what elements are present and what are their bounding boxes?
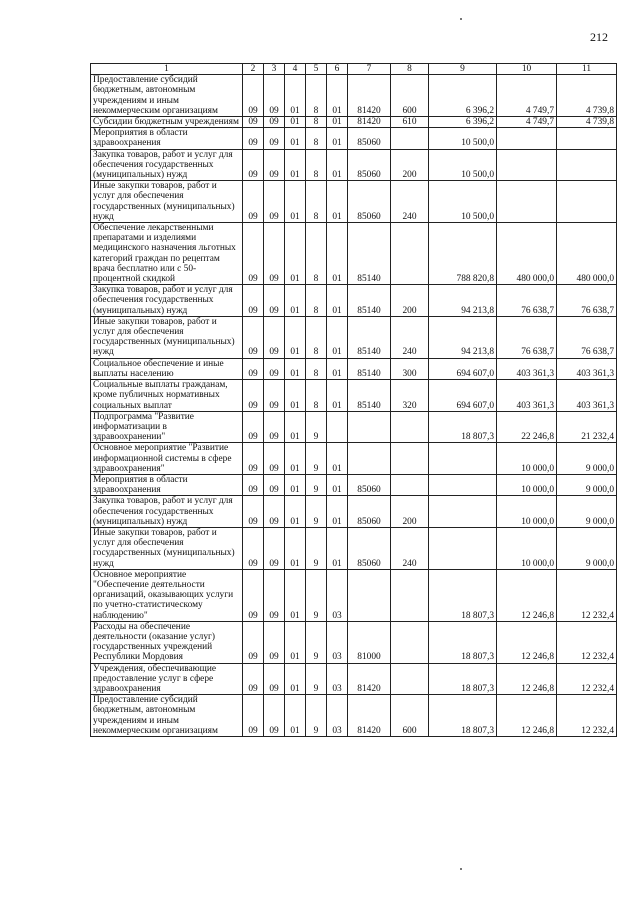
table-row — [91, 496, 617, 528]
measure-code-cell — [327, 411, 348, 443]
subsection-code-cell: 09 — [264, 695, 285, 737]
amount-year-2-cell: 12 246,8 — [497, 695, 557, 737]
subsection-code-cell: 09 — [264, 316, 285, 358]
subprogram-code-cell: 8 — [306, 316, 327, 358]
program-code-cell: 01 — [285, 380, 306, 412]
table-row — [91, 117, 617, 128]
measure-code-cell: 01 — [327, 117, 348, 128]
direction-code-cell: 81420 — [348, 117, 391, 128]
subprogram-code-cell: 8 — [306, 380, 327, 412]
measure-code-cell: 03 — [327, 621, 348, 663]
item-name-cell: Субсидии бюджетным учреждениям — [91, 117, 243, 128]
amount-year-3-cell: 76 638,7 — [557, 285, 617, 317]
amount-year-1-cell — [429, 443, 497, 475]
program-code-cell: 01 — [285, 128, 306, 149]
page-number: 212 — [590, 30, 608, 44]
amount-year-1-cell: 94 213,8 — [429, 285, 497, 317]
direction-code-cell — [348, 443, 391, 475]
subprogram-code-cell: 9 — [306, 569, 327, 621]
subprogram-code-cell: 8 — [306, 117, 327, 128]
section-code-cell: 09 — [243, 474, 264, 495]
subprogram-code-cell: 8 — [306, 128, 327, 149]
amount-year-3-cell: 12 232,4 — [557, 621, 617, 663]
subsection-code-cell: 09 — [264, 380, 285, 412]
item-name-cell: Социальное обеспечение и иные выплаты населению — [91, 358, 243, 379]
amount-year-3-cell — [557, 149, 617, 181]
budget-table — [90, 63, 617, 737]
subsection-code-cell: 09 — [264, 527, 285, 569]
amount-year-2-cell: 10 000,0 — [497, 474, 557, 495]
table-row — [91, 443, 617, 475]
amount-year-2-cell: 4 749,7 — [497, 75, 557, 117]
item-name-cell: Основное мероприятие "Обеспечение деятельности организаций, оказывающих услуги по учетно-статистическому наблюдению" — [91, 569, 243, 621]
column-header: 10 — [497, 64, 557, 75]
subsection-code-cell: 09 — [264, 181, 285, 223]
expense-type-cell — [391, 411, 429, 443]
column-header: 1 — [91, 64, 243, 75]
program-code-cell: 01 — [285, 621, 306, 663]
direction-code-cell: 81000 — [348, 621, 391, 663]
direction-code-cell: 85060 — [348, 149, 391, 181]
measure-code-cell: 01 — [327, 285, 348, 317]
table-row — [91, 621, 617, 663]
amount-year-3-cell — [557, 128, 617, 149]
amount-year-2-cell: 480 000,0 — [497, 223, 557, 285]
scan-speck — [460, 868, 462, 870]
direction-code-cell: 85060 — [348, 527, 391, 569]
expense-type-cell: 300 — [391, 358, 429, 379]
subprogram-code-cell: 9 — [306, 411, 327, 443]
expense-type-cell: 600 — [391, 75, 429, 117]
section-code-cell: 09 — [243, 117, 264, 128]
direction-code-cell: 81420 — [348, 695, 391, 737]
program-code-cell: 01 — [285, 149, 306, 181]
direction-code-cell: 85140 — [348, 380, 391, 412]
section-code-cell: 09 — [243, 149, 264, 181]
column-header: 4 — [285, 64, 306, 75]
subsection-code-cell: 09 — [264, 149, 285, 181]
amount-year-1-cell: 94 213,8 — [429, 316, 497, 358]
table-row — [91, 663, 617, 695]
measure-code-cell: 03 — [327, 663, 348, 695]
amount-year-1-cell: 18 807,3 — [429, 663, 497, 695]
direction-code-cell — [348, 411, 391, 443]
measure-code-cell: 01 — [327, 380, 348, 412]
amount-year-2-cell: 4 749,7 — [497, 117, 557, 128]
expense-type-cell: 200 — [391, 496, 429, 528]
subsection-code-cell: 09 — [264, 411, 285, 443]
amount-year-1-cell: 10 500,0 — [429, 149, 497, 181]
item-name-cell: Иные закупки товаров, работ и услуг для обеспечения государственных (муниципальных) нужд — [91, 527, 243, 569]
expense-type-cell — [391, 621, 429, 663]
amount-year-1-cell: 18 807,3 — [429, 411, 497, 443]
direction-code-cell: 85060 — [348, 474, 391, 495]
amount-year-1-cell: 10 500,0 — [429, 181, 497, 223]
program-code-cell: 01 — [285, 569, 306, 621]
scan-speck — [460, 18, 462, 20]
amount-year-1-cell: 18 807,3 — [429, 621, 497, 663]
expense-type-cell — [391, 128, 429, 149]
measure-code-cell: 01 — [327, 474, 348, 495]
subsection-code-cell: 09 — [264, 663, 285, 695]
program-code-cell: 01 — [285, 117, 306, 128]
expense-type-cell: 240 — [391, 316, 429, 358]
amount-year-1-cell — [429, 496, 497, 528]
program-code-cell: 01 — [285, 223, 306, 285]
amount-year-2-cell: 403 361,3 — [497, 380, 557, 412]
subprogram-code-cell: 8 — [306, 181, 327, 223]
direction-code-cell: 85060 — [348, 181, 391, 223]
expense-type-cell — [391, 223, 429, 285]
measure-code-cell: 01 — [327, 181, 348, 223]
item-name-cell: Подпрограмма "Развитие информатизации в здравоохранении" — [91, 411, 243, 443]
section-code-cell: 09 — [243, 569, 264, 621]
table-row — [91, 316, 617, 358]
item-name-cell: Иные закупки товаров, работ и услуг для обеспечения государственных (муниципальных) нужд — [91, 181, 243, 223]
table-body — [91, 75, 617, 737]
amount-year-1-cell: 10 500,0 — [429, 128, 497, 149]
amount-year-2-cell: 10 000,0 — [497, 496, 557, 528]
section-code-cell: 09 — [243, 411, 264, 443]
amount-year-2-cell: 12 246,8 — [497, 663, 557, 695]
amount-year-2-cell: 12 246,8 — [497, 569, 557, 621]
measure-code-cell: 01 — [327, 316, 348, 358]
expense-type-cell: 200 — [391, 285, 429, 317]
table-row — [91, 695, 617, 737]
amount-year-3-cell: 9 000,0 — [557, 496, 617, 528]
item-name-cell: Мероприятия в области здравоохранения — [91, 474, 243, 495]
expense-type-cell — [391, 569, 429, 621]
section-code-cell: 09 — [243, 443, 264, 475]
section-code-cell: 09 — [243, 621, 264, 663]
amount-year-1-cell: 18 807,3 — [429, 695, 497, 737]
subprogram-code-cell: 9 — [306, 527, 327, 569]
amount-year-2-cell — [497, 181, 557, 223]
amount-year-3-cell: 9 000,0 — [557, 527, 617, 569]
subsection-code-cell: 09 — [264, 474, 285, 495]
measure-code-cell: 01 — [327, 149, 348, 181]
subprogram-code-cell: 9 — [306, 474, 327, 495]
measure-code-cell: 01 — [327, 527, 348, 569]
program-code-cell: 01 — [285, 695, 306, 737]
program-code-cell: 01 — [285, 181, 306, 223]
expense-type-cell: 610 — [391, 117, 429, 128]
direction-code-cell: 85140 — [348, 223, 391, 285]
amount-year-2-cell: 12 246,8 — [497, 621, 557, 663]
direction-code-cell: 85140 — [348, 285, 391, 317]
section-code-cell: 09 — [243, 181, 264, 223]
table-row — [91, 411, 617, 443]
item-name-cell: Предоставление субсидий бюджетным, автономным учреждениям и иным некоммерческим организациям — [91, 75, 243, 117]
measure-code-cell: 03 — [327, 695, 348, 737]
amount-year-3-cell: 403 361,3 — [557, 380, 617, 412]
expense-type-cell — [391, 663, 429, 695]
amount-year-2-cell: 76 638,7 — [497, 285, 557, 317]
measure-code-cell: 01 — [327, 443, 348, 475]
program-code-cell: 01 — [285, 285, 306, 317]
measure-code-cell: 01 — [327, 496, 348, 528]
column-header: 3 — [264, 64, 285, 75]
item-name-cell: Закупка товаров, работ и услуг для обеспечения государственных (муниципальных) нужд — [91, 285, 243, 317]
section-code-cell: 09 — [243, 75, 264, 117]
amount-year-3-cell: 76 638,7 — [557, 316, 617, 358]
subsection-code-cell: 09 — [264, 569, 285, 621]
amount-year-1-cell: 6 396,2 — [429, 117, 497, 128]
subsection-code-cell: 09 — [264, 358, 285, 379]
direction-code-cell: 85140 — [348, 316, 391, 358]
table-row — [91, 149, 617, 181]
amount-year-3-cell: 403 361,3 — [557, 358, 617, 379]
section-code-cell: 09 — [243, 695, 264, 737]
program-code-cell: 01 — [285, 474, 306, 495]
column-header: 7 — [348, 64, 391, 75]
section-code-cell: 09 — [243, 316, 264, 358]
table-row — [91, 569, 617, 621]
subprogram-code-cell: 9 — [306, 443, 327, 475]
amount-year-2-cell — [497, 128, 557, 149]
column-header: 5 — [306, 64, 327, 75]
program-code-cell: 01 — [285, 663, 306, 695]
item-name-cell: Обеспечение лекарственными препаратами и изделиями медицинского назначения льготных категорий граждан по рецептам врача бесплатно или с 50-процентной скидкой — [91, 223, 243, 285]
subprogram-code-cell: 8 — [306, 285, 327, 317]
subsection-code-cell: 09 — [264, 223, 285, 285]
section-code-cell: 09 — [243, 527, 264, 569]
amount-year-2-cell: 10 000,0 — [497, 443, 557, 475]
subsection-code-cell: 09 — [264, 128, 285, 149]
table-row — [91, 223, 617, 285]
subsection-code-cell: 09 — [264, 75, 285, 117]
subprogram-code-cell: 9 — [306, 695, 327, 737]
subprogram-code-cell: 9 — [306, 663, 327, 695]
measure-code-cell: 01 — [327, 75, 348, 117]
item-name-cell: Закупка товаров, работ и услуг для обеспечения государственных (муниципальных) нужд — [91, 496, 243, 528]
subsection-code-cell: 09 — [264, 285, 285, 317]
direction-code-cell: 81420 — [348, 75, 391, 117]
measure-code-cell: 03 — [327, 569, 348, 621]
table-row — [91, 75, 617, 117]
amount-year-1-cell: 694 607,0 — [429, 358, 497, 379]
item-name-cell: Иные закупки товаров, работ и услуг для обеспечения государственных (муниципальных) нужд — [91, 316, 243, 358]
column-header: 9 — [429, 64, 497, 75]
section-code-cell: 09 — [243, 358, 264, 379]
amount-year-2-cell — [497, 149, 557, 181]
table-row — [91, 527, 617, 569]
expense-type-cell: 320 — [391, 380, 429, 412]
column-header: 6 — [327, 64, 348, 75]
program-code-cell: 01 — [285, 411, 306, 443]
section-code-cell: 09 — [243, 128, 264, 149]
expense-type-cell: 240 — [391, 181, 429, 223]
amount-year-3-cell: 9 000,0 — [557, 474, 617, 495]
item-name-cell: Расходы на обеспечение деятельности (оказание услуг) государственных учреждений Республики Мордовия — [91, 621, 243, 663]
expense-type-cell — [391, 443, 429, 475]
amount-year-2-cell: 22 246,8 — [497, 411, 557, 443]
expense-type-cell — [391, 474, 429, 495]
expense-type-cell: 200 — [391, 149, 429, 181]
section-code-cell: 09 — [243, 496, 264, 528]
subprogram-code-cell: 9 — [306, 496, 327, 528]
item-name-cell: Учреждения, обеспечивающие предоставление услуг в сфере здравоохранения — [91, 663, 243, 695]
amount-year-1-cell: 694 607,0 — [429, 380, 497, 412]
section-code-cell: 09 — [243, 663, 264, 695]
subprogram-code-cell: 8 — [306, 75, 327, 117]
amount-year-3-cell: 12 232,4 — [557, 695, 617, 737]
measure-code-cell: 01 — [327, 128, 348, 149]
subprogram-code-cell: 8 — [306, 223, 327, 285]
table-row — [91, 380, 617, 412]
amount-year-2-cell: 10 000,0 — [497, 527, 557, 569]
amount-year-3-cell: 12 232,4 — [557, 569, 617, 621]
program-code-cell: 01 — [285, 527, 306, 569]
subsection-code-cell: 09 — [264, 117, 285, 128]
item-name-cell: Предоставление субсидий бюджетным, автономным учреждениям и иным некоммерческим организациям — [91, 695, 243, 737]
direction-code-cell: 85060 — [348, 128, 391, 149]
table-row — [91, 358, 617, 379]
measure-code-cell: 01 — [327, 358, 348, 379]
amount-year-1-cell — [429, 527, 497, 569]
table-row — [91, 128, 617, 149]
amount-year-3-cell: 12 232,4 — [557, 663, 617, 695]
expense-type-cell: 240 — [391, 527, 429, 569]
table-row — [91, 474, 617, 495]
program-code-cell: 01 — [285, 316, 306, 358]
direction-code-cell: 81420 — [348, 663, 391, 695]
item-name-cell: Закупка товаров, работ и услуг для обеспечения государственных (муниципальных) нужд — [91, 149, 243, 181]
program-code-cell: 01 — [285, 75, 306, 117]
header-row — [91, 64, 617, 75]
subprogram-code-cell: 8 — [306, 358, 327, 379]
subsection-code-cell: 09 — [264, 621, 285, 663]
amount-year-2-cell: 76 638,7 — [497, 316, 557, 358]
direction-code-cell: 85140 — [348, 358, 391, 379]
program-code-cell: 01 — [285, 358, 306, 379]
subprogram-code-cell: 8 — [306, 149, 327, 181]
subsection-code-cell: 09 — [264, 496, 285, 528]
measure-code-cell: 01 — [327, 223, 348, 285]
direction-code-cell — [348, 569, 391, 621]
program-code-cell: 01 — [285, 443, 306, 475]
amount-year-1-cell: 18 807,3 — [429, 569, 497, 621]
amount-year-3-cell: 4 739,8 — [557, 75, 617, 117]
column-header: 11 — [557, 64, 617, 75]
amount-year-3-cell: 9 000,0 — [557, 443, 617, 475]
amount-year-3-cell: 21 232,4 — [557, 411, 617, 443]
column-header: 2 — [243, 64, 264, 75]
item-name-cell: Основное мероприятие "Развитие информационной системы в сфере здравоохранения" — [91, 443, 243, 475]
amount-year-3-cell: 480 000,0 — [557, 223, 617, 285]
subprogram-code-cell: 9 — [306, 621, 327, 663]
table-row — [91, 181, 617, 223]
subsection-code-cell: 09 — [264, 443, 285, 475]
program-code-cell: 01 — [285, 496, 306, 528]
amount-year-2-cell: 403 361,3 — [497, 358, 557, 379]
section-code-cell: 09 — [243, 223, 264, 285]
amount-year-1-cell: 6 396,2 — [429, 75, 497, 117]
section-code-cell: 09 — [243, 380, 264, 412]
section-code-cell: 09 — [243, 285, 264, 317]
expense-type-cell: 600 — [391, 695, 429, 737]
table-row — [91, 285, 617, 317]
column-header: 8 — [391, 64, 429, 75]
amount-year-3-cell: 4 739,8 — [557, 117, 617, 128]
item-name-cell: Социальные выплаты гражданам, кроме публичных нормативных социальных выплат — [91, 380, 243, 412]
amount-year-3-cell — [557, 181, 617, 223]
item-name-cell: Мероприятия в области здравоохранения — [91, 128, 243, 149]
amount-year-1-cell — [429, 474, 497, 495]
direction-code-cell: 85060 — [348, 496, 391, 528]
amount-year-1-cell: 788 820,8 — [429, 223, 497, 285]
